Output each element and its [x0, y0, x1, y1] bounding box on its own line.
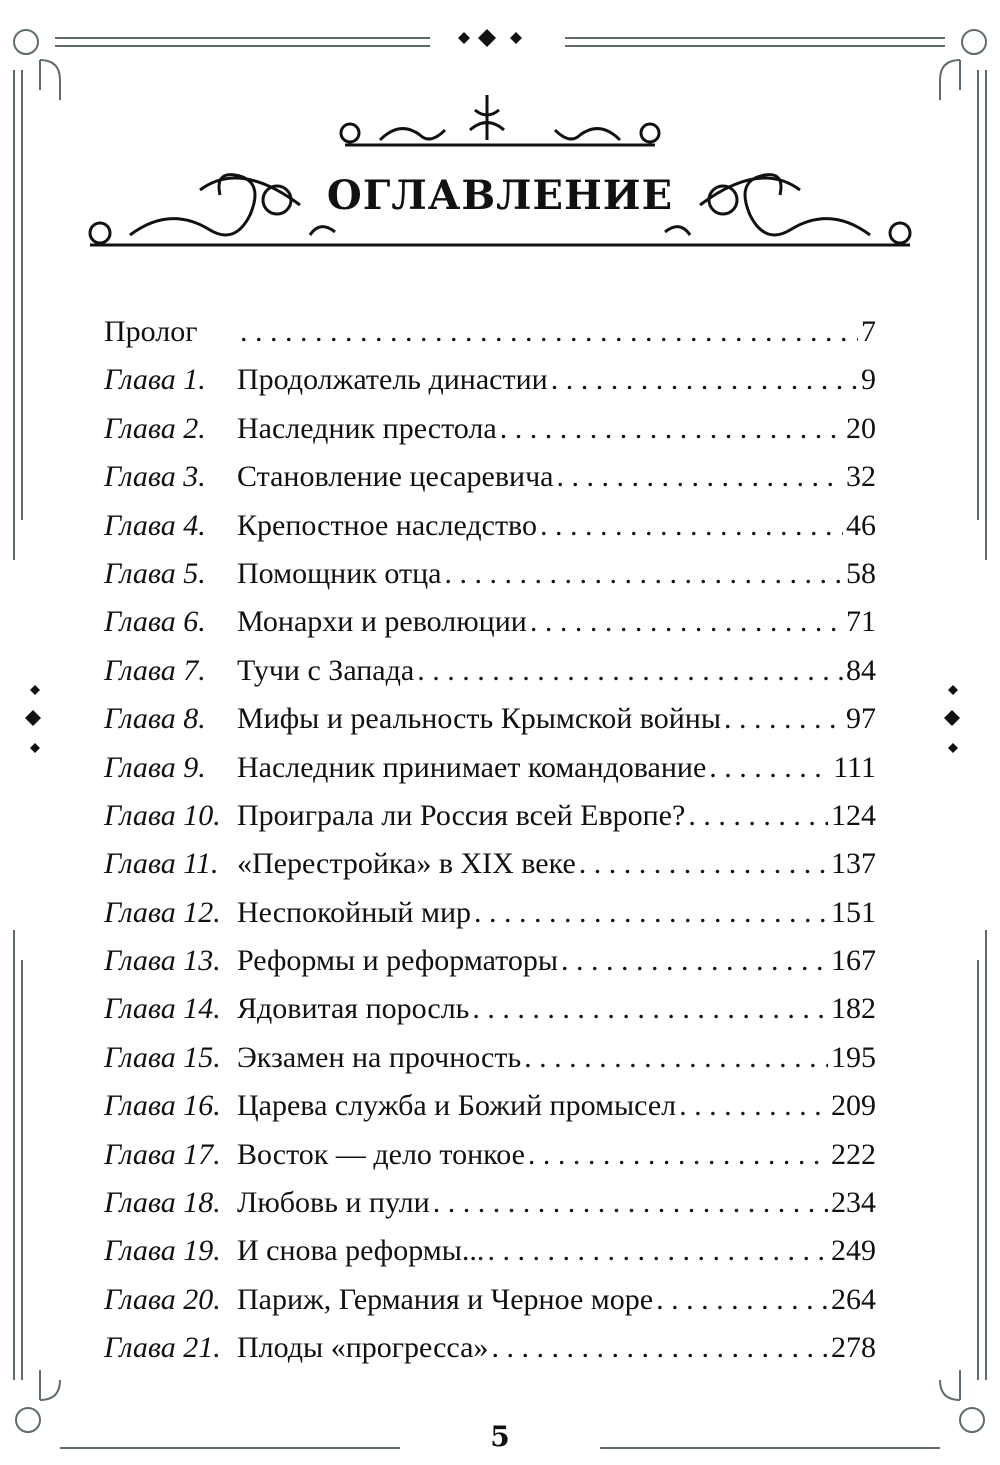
- toc-entry: [104, 792, 876, 840]
- chapter-title: Неспокойный мир: [237, 895, 472, 929]
- page-ref: 182: [831, 992, 876, 1026]
- chapter-number: Глава 1.: [104, 363, 206, 397]
- toc-entry: [104, 1227, 876, 1275]
- chapter-number: Глава 10.: [104, 798, 221, 832]
- page-ref: 151: [831, 895, 876, 929]
- toc-entry: [104, 1131, 876, 1179]
- toc-entry: [104, 1276, 876, 1324]
- chapter-title: Царева служба и Божий промысел: [237, 1089, 677, 1123]
- table-of-contents: [104, 308, 876, 1373]
- dot-leader: [540, 502, 843, 550]
- chapter-title: Восток — дело тонкое: [237, 1137, 525, 1171]
- dot-leader: [561, 937, 828, 985]
- chapter-title: Становление цесаревича: [237, 460, 554, 494]
- chapter-number: Глава 16.: [104, 1089, 221, 1123]
- dot-leader: [528, 1131, 828, 1179]
- toc-entry: [104, 1082, 876, 1130]
- toc-entry: [104, 405, 876, 453]
- chapter-title: Наследник престола: [237, 411, 497, 445]
- page-ref: 209: [831, 1089, 876, 1123]
- chapter-title: Мифы и реальность Крымской войны: [237, 702, 721, 736]
- chapter-number: Глава 15.: [104, 1040, 221, 1074]
- page-ref: 46: [846, 508, 876, 542]
- page-title: ОГЛАВЛЕНИЕ: [326, 172, 674, 219]
- chapter-title: Помощник отца: [237, 556, 442, 590]
- page-ref: 195: [831, 1040, 876, 1074]
- chapter-title: Проиграла ли Россия всей Европе?: [237, 798, 686, 832]
- page-ref: 249: [831, 1234, 876, 1268]
- dot-leader: [709, 744, 830, 792]
- page-ref: 32: [846, 460, 876, 494]
- chapter-number: Глава 13.: [104, 944, 221, 978]
- chapter-number: Глава 2.: [104, 411, 206, 445]
- dot-leader: [472, 985, 828, 1033]
- toc-entry: [104, 598, 876, 646]
- page-ref: 124: [831, 798, 876, 832]
- toc-entry: [104, 647, 876, 695]
- chapter-title: Тучи с Запада: [237, 653, 415, 687]
- chapter-number: Глава 12.: [104, 895, 221, 929]
- chapter-title: Продолжатель династии: [237, 363, 548, 397]
- page-ref: 20: [846, 411, 876, 445]
- dot-leader: [557, 453, 844, 501]
- dot-leader: [656, 1276, 828, 1324]
- page-ref: 111: [833, 750, 876, 784]
- chapter-number: Глава 11.: [104, 847, 219, 881]
- chapter-number: Глава 14.: [104, 992, 221, 1026]
- dot-leader: [487, 1227, 828, 1275]
- chapter-number: Глава 21.: [104, 1331, 221, 1365]
- chapter-number: Глава 18.: [104, 1186, 221, 1220]
- toc-entry: [104, 985, 876, 1033]
- toc-entry: [104, 744, 876, 792]
- page-number: 5: [490, 1420, 510, 1453]
- dot-leader: [491, 1324, 828, 1372]
- chapter-number: Глава 9.: [104, 750, 206, 784]
- page-ref: 84: [846, 653, 876, 687]
- chapter-title: «Перестройка» в XIX веке: [237, 847, 576, 881]
- chapter-number: Пролог: [104, 315, 198, 348]
- toc-entry: [104, 937, 876, 985]
- page-ref: 264: [831, 1282, 876, 1316]
- chapter-title: Любовь и пули: [237, 1186, 430, 1220]
- dot-leader: [579, 840, 828, 888]
- chapter-title: Монархи и революции: [237, 605, 527, 639]
- dot-leader: [530, 598, 843, 646]
- chapter-title: Экзамен на прочность: [237, 1040, 522, 1074]
- toc-entry: [104, 453, 876, 501]
- dot-leader: [688, 792, 828, 840]
- dot-leader: [724, 695, 843, 743]
- toc-entry: [104, 356, 876, 404]
- chapter-number: Глава 4.: [104, 508, 206, 542]
- toc-entry: [104, 550, 876, 598]
- chapter-title: Ядовитая поросль: [237, 992, 470, 1026]
- dot-leader: [551, 356, 858, 404]
- page-ref: 9: [861, 363, 876, 397]
- toc-entry: [104, 308, 876, 356]
- chapter-number: Глава 8.: [104, 702, 206, 736]
- chapter-title: Реформы и реформаторы: [237, 944, 559, 978]
- dot-leader: [524, 1034, 828, 1082]
- toc-entry: [104, 502, 876, 550]
- page-ref: 222: [831, 1137, 876, 1171]
- dot-leader: [417, 647, 843, 695]
- toc-entry: [104, 840, 876, 888]
- chapter-title: Наследник принимает командование: [237, 750, 707, 784]
- chapter-number: Глава 17.: [104, 1137, 221, 1171]
- toc-entry: [104, 1034, 876, 1082]
- page-ref: 97: [846, 702, 876, 736]
- chapter-title: Париж, Германия и Черное море: [237, 1282, 654, 1316]
- toc-entry: [104, 695, 876, 743]
- dot-leader: [444, 550, 843, 598]
- chapter-title: Плоды «прогресса»: [237, 1331, 489, 1365]
- chapter-title: Крепостное наследство: [237, 508, 538, 542]
- dot-leader: [433, 1179, 828, 1227]
- page-ref: 278: [831, 1331, 876, 1365]
- dot-leader: [240, 308, 858, 356]
- chapter-number: Глава 6.: [104, 605, 206, 639]
- chapter-number: Глава 5.: [104, 556, 206, 590]
- dot-leader: [500, 405, 843, 453]
- chapter-number: Глава 20.: [104, 1282, 221, 1316]
- dot-leader: [474, 889, 828, 937]
- chapter-title: И снова реформы...: [237, 1234, 485, 1268]
- chapter-number: Глава 7.: [104, 653, 206, 687]
- toc-entry: [104, 1179, 876, 1227]
- page-ref: 167: [831, 944, 876, 978]
- page-ref: 234: [831, 1186, 876, 1220]
- toc-entry: [104, 1324, 876, 1372]
- page-ref: 71: [846, 605, 876, 639]
- page-ref: 58: [846, 556, 876, 590]
- page-ref: 137: [831, 847, 876, 881]
- page-ref: 7: [861, 315, 876, 348]
- chapter-number: Глава 3.: [104, 460, 206, 494]
- toc-entry: [104, 889, 876, 937]
- chapter-number: Глава 19.: [104, 1234, 221, 1268]
- dot-leader: [679, 1082, 828, 1130]
